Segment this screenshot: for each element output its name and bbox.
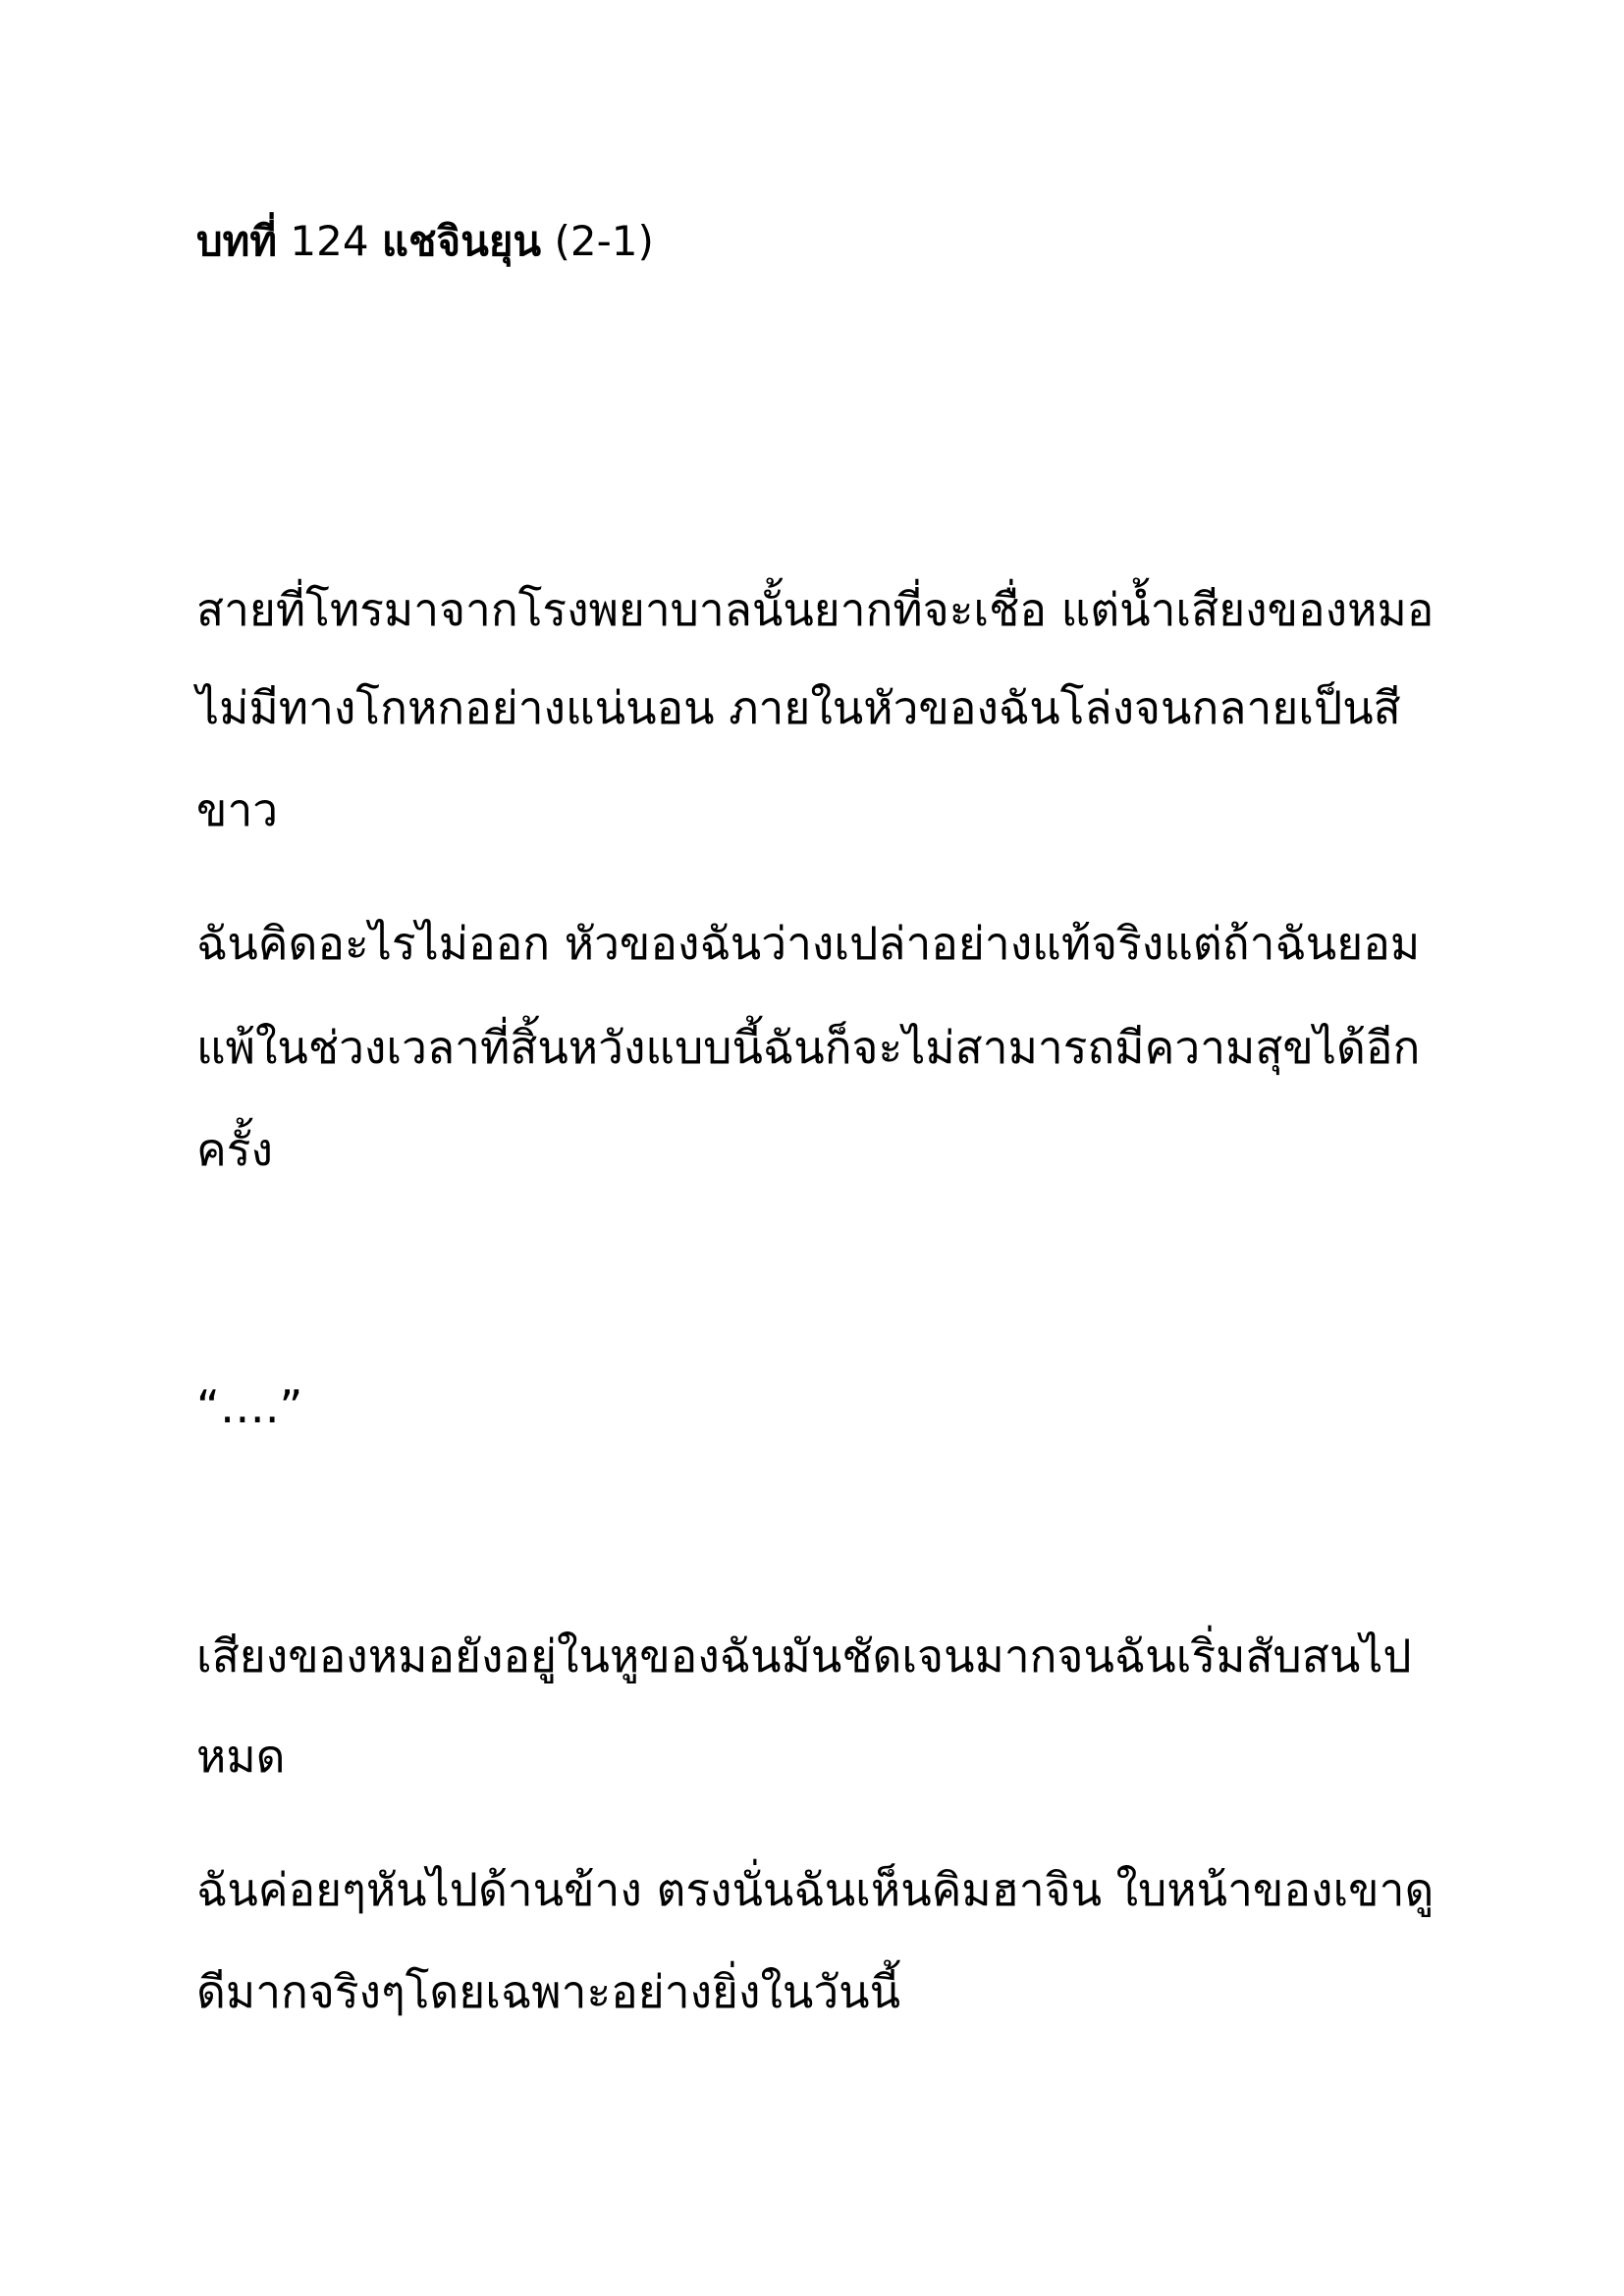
body-line: ขาว <box>196 783 279 836</box>
body-line: ฉันค่อยๆหันไปด้านข้าง ตรงนั่นฉันเห็นคิมฮาจิน ใบหน้าของเขาดู <box>196 1863 1435 1916</box>
body-line: ครั้ง <box>196 1123 273 1176</box>
chapter-label: บทที่ <box>196 217 278 265</box>
chapter-heading <box>196 212 654 271</box>
body-line: หมด <box>196 1730 286 1783</box>
body-line: ไม่มีทางโกหกอย่างแน่นอน ภายในหัวของฉันโล่งจนกลายเป็นสี <box>196 681 1401 734</box>
body-line: แพ้ในช่วงเวลาที่สิ้นหวังแบบนี้ฉันก็จะไม่สามารถมีความสุขได้อีก <box>196 1021 1421 1074</box>
body-line: ดีมากจริงๆโดยเฉพาะอย่างยิ่งในวันนี้ <box>196 1965 901 2018</box>
dialogue-line: “….” <box>196 1380 303 1433</box>
chapter-number: 124 <box>290 217 369 265</box>
body-line: สายที่โทรมาจากโรงพยาบาลนั้นยากที่จะเชื่อ แต่น้ำเสียงของหมอ <box>196 583 1435 636</box>
chapter-title: แชจินยุน <box>381 217 542 265</box>
body-line: เสียงของหมอยังอยู่ในหูของฉันมันชัดเจนมากจนฉันเริ่มสับสนไป <box>196 1629 1412 1682</box>
body-line: ฉันคิดอะไรไม่ออก หัวของฉันว่างเปล่าอย่างแท้จริงแต่ถ้าฉันยอม <box>196 917 1421 970</box>
chapter-part: (2-1) <box>554 217 654 265</box>
